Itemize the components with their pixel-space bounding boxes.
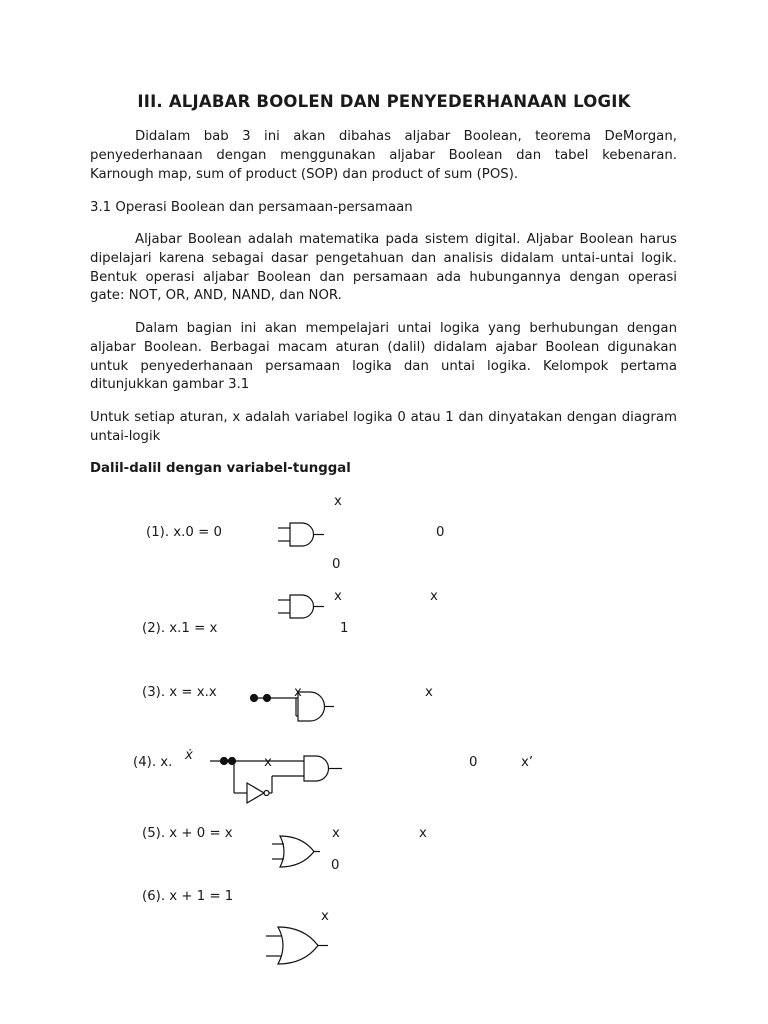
and-gate-icon: [248, 690, 338, 724]
intro-paragraph: Didalam bab 3 ini akan dibahas aljabar Boolean, teorema DeMorgan, penyederhanaan dengan menggunakan aljabar Boolean dan tabel kebenaran. Karnough map, sum of product (SOP) dan product of sum (POS).: [90, 129, 677, 182]
rule-6-label: (6). x + 1 = 1: [142, 889, 234, 904]
rule-1-input-bottom: 0: [332, 557, 341, 572]
rule-4-output: 0: [469, 755, 478, 770]
rule-1-output: 0: [436, 525, 445, 540]
rule-5-input-bottom: 0: [331, 858, 340, 873]
rule-3-input: x: [294, 685, 302, 700]
rule-6-input-top: x: [321, 909, 329, 924]
subheading: Dalil-dalil dengan variabel-tunggal: [90, 461, 351, 476]
rule-1-input-top: x: [334, 494, 342, 509]
page-title: III. ALJABAR BOOLEN DAN PENYEDERHANAAN LOGIK: [137, 92, 631, 111]
rule-4-label: (4). x.: [133, 755, 173, 770]
rule-5-output: x: [419, 826, 427, 841]
and-gate-icon: [278, 594, 328, 620]
rule-3-output: x: [425, 685, 433, 700]
and-not-gate-icon: [210, 752, 355, 808]
rule-4-label-symbol: ẋ: [185, 748, 193, 763]
rule-4-input: x: [264, 755, 272, 770]
paragraph-3: Untuk setiap aturan, x adalah variabel logika 0 atau 1 dan dinyatakan dengan diagram untai-logik: [90, 410, 677, 444]
or-gate-icon: [266, 926, 332, 966]
and-gate-icon: [278, 522, 328, 548]
rule-3-label: (3). x = x.x: [142, 685, 217, 700]
paragraph-1: Aljabar Boolean adalah matematika pada sistem digital. Aljabar Boolean harus dipelajari karena sebagai dasar pengetahuan dan analisis didalam untai-untai logik. Bentuk operasi aljabar Boolean dan persamaan ada hubungannya dengan operasi gate: NOT, OR, AND, NAND, dan NOR.: [90, 232, 677, 304]
rule-2-input-top: x: [334, 589, 342, 604]
section-heading: 3.1 Operasi Boolean dan persamaan-persamaan: [90, 200, 413, 215]
or-gate-icon: [272, 835, 322, 869]
rule-2-input-bottom: 1: [340, 621, 349, 636]
rule-2-output: x: [430, 589, 438, 604]
rule-4-output-note: x’: [521, 755, 534, 770]
rule-5-input-top: x: [332, 826, 340, 841]
rule-1-label: (1). x.0 = 0: [146, 525, 222, 540]
rule-2-label: (2). x.1 = x: [142, 621, 218, 636]
rule-5-label: (5). x + 0 = x: [142, 826, 233, 841]
paragraph-2: Dalam bagian ini akan mempelajari untai logika yang berhubungan dengan aljabar Boolean. Berbagai macam aturan (dalil) didalam ajabar Boolean digunakan untuk penyederhanaan persamaan logika dan untai logika. Kelompok pertama ditunjukkan gambar 3.1: [90, 321, 677, 393]
